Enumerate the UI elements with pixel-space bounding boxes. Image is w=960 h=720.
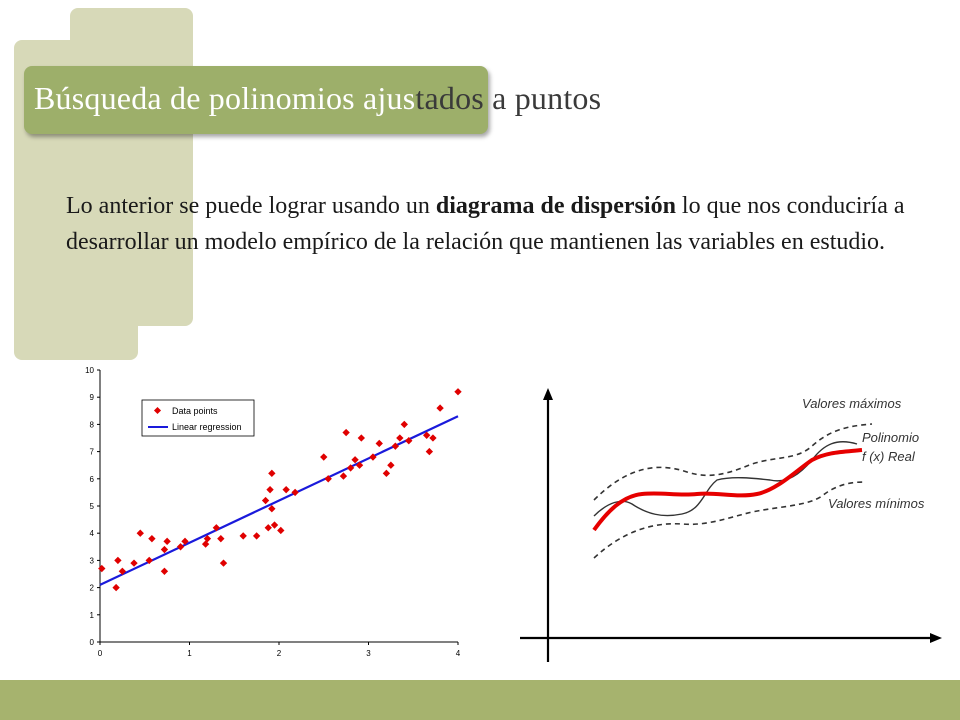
data-point — [282, 486, 289, 493]
y-tick-label: 9 — [89, 393, 94, 403]
y-axis-arrow — [543, 388, 553, 400]
data-point — [320, 453, 327, 460]
y-tick-label: 7 — [89, 447, 94, 457]
y-tick-label: 2 — [89, 583, 94, 593]
label-real-function: f (x) Real — [862, 449, 915, 464]
data-point — [137, 530, 144, 537]
data-point — [114, 557, 121, 564]
max-values-curve — [594, 424, 872, 500]
body-text-after: lo que nos conduciría a desarrollar un modelo empírico de la relación que mantienen las variables en estudio. — [66, 193, 905, 255]
slide-title — [34, 80, 601, 117]
data-point — [240, 532, 247, 539]
data-point — [253, 532, 260, 539]
data-point — [401, 421, 408, 428]
data-point — [396, 434, 403, 441]
legend-label-regression: Linear regression — [172, 422, 242, 432]
data-point — [342, 429, 349, 436]
data-point — [271, 521, 278, 528]
footer-bar — [0, 680, 960, 720]
plot-area — [85, 366, 462, 658]
data-point — [268, 470, 275, 477]
legend — [142, 400, 254, 436]
y-tick-label: 3 — [89, 556, 94, 566]
body-text-before: Lo anterior se puede lograr usando un — [66, 193, 436, 219]
data-point — [358, 434, 365, 441]
polynomial-bounds-chart — [512, 372, 958, 662]
data-point — [426, 448, 433, 455]
data-point — [340, 472, 347, 479]
data-point — [387, 462, 394, 469]
y-tick-label: 1 — [89, 610, 94, 620]
data-point — [262, 497, 269, 504]
data-point — [217, 535, 224, 542]
x-tick-label: 0 — [97, 649, 103, 658]
data-point — [454, 388, 461, 395]
data-point — [130, 559, 137, 566]
slide-title-part2: tados a puntos — [415, 80, 602, 116]
slide-body — [66, 188, 906, 260]
y-tick-label: 0 — [89, 638, 94, 647]
x-axis-arrow — [930, 633, 942, 643]
x-tick-label: 3 — [366, 649, 371, 658]
data-point — [220, 559, 227, 566]
data-point — [161, 546, 168, 553]
x-tick-label: 2 — [276, 649, 282, 658]
data-point — [163, 538, 170, 545]
legend-label-points: Data points — [172, 406, 218, 416]
label-min-values: Valores mínimos — [828, 496, 925, 511]
label-polynomial: Polinomio — [862, 430, 920, 445]
polynomial-curve — [594, 442, 857, 516]
real-function-curve — [594, 450, 862, 530]
data-point — [277, 527, 284, 534]
data-point — [383, 470, 390, 477]
slide-title-part1: Búsqueda de polinomios ajus — [34, 80, 416, 116]
body-text-bold: diagrama de dispersión — [435, 193, 676, 219]
label-max-values: Valores máximos — [802, 396, 902, 411]
data-point — [429, 434, 436, 441]
data-point — [112, 584, 119, 591]
x-tick-label: 1 — [187, 649, 192, 658]
data-point — [266, 486, 273, 493]
data-point — [436, 404, 443, 411]
y-tick-label: 4 — [89, 529, 94, 539]
y-tick-label: 8 — [89, 420, 94, 430]
x-tick-label: 4 — [455, 649, 461, 658]
regression-line — [100, 416, 458, 585]
y-tick-label: 6 — [89, 474, 94, 484]
data-point — [148, 535, 155, 542]
data-point — [98, 565, 105, 572]
data-point — [161, 568, 168, 575]
scatter-regression-chart — [72, 356, 472, 671]
data-point — [376, 440, 383, 447]
y-tick-label: 5 — [89, 502, 94, 511]
data-point — [177, 543, 184, 550]
y-tick-label: 10 — [85, 366, 94, 375]
data-point — [265, 524, 272, 531]
